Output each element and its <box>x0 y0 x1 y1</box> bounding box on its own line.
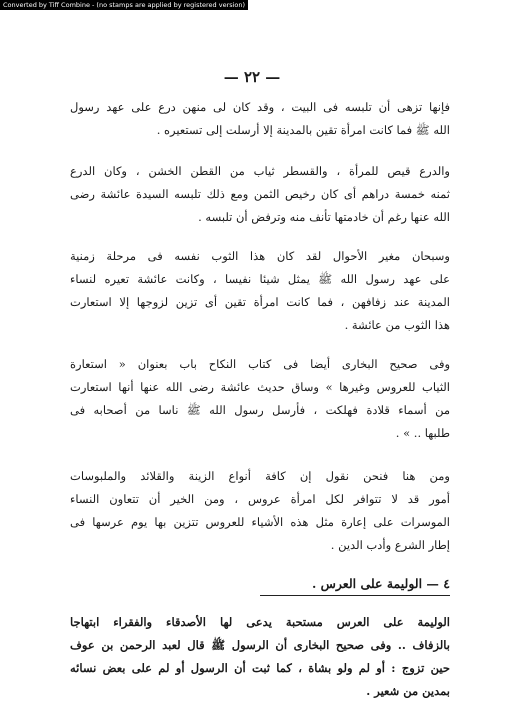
text-line: الله عنها رغم أن خادمتها تأنف منه وترفض أن تلبسه . <box>198 210 450 224</box>
text-line: الله ﷺ فما كانت امرأة تقين بالمدينة إلا أرسلت إلى تستعيره . <box>156 123 450 137</box>
text-line: بمدين من شعير . <box>366 684 450 698</box>
text-line: أمور قد لا تتوافر لكل امرأة عروس ، ومن الخير أن تتعاون النساء <box>70 492 450 506</box>
page-number: — ٢٢ — <box>223 68 281 86</box>
text-line: والدرع قيص للمرأة ، والقسطر ثياب من القطن الخشن ، وكان الدرع <box>70 164 450 178</box>
text-line: إطار الشرع وأدب الدين . <box>330 538 450 552</box>
paragraph-4 <box>70 353 450 445</box>
paragraph-3 <box>70 245 450 337</box>
text-line: فإنها تزهى أن تلبسه فى البيت ، وقد كان لى منهن درع على عهد رسول <box>70 100 450 114</box>
paragraph-2 <box>70 160 450 229</box>
page-body <box>70 96 450 723</box>
text-line: ثمنه خمسة دراهم أى كان رخيص الثمن ومع ذلك تلبسه السيدة عائشة رضى <box>70 187 450 201</box>
text-line: من أسماء قلادة فهلكت ، فأرسل رسول الله ﷺ ناسا من أصحابه فى <box>70 403 450 417</box>
text-line: الثياب للعروس وغيرها » وساق حديث عائشة رضى الله عنها أنها استعارت <box>70 380 450 394</box>
text-line: ومن هنا فنحن نقول إن كافة أنواع الزينة والقلائد والملبوسات <box>70 469 450 483</box>
text-line: المدينة عند زفافهن ، فما كانت امرأة تقين أى تزين لزوجها إلا استعارت <box>70 295 450 309</box>
section-heading-text: ٤ — الوليمة على العرس . <box>311 576 450 591</box>
paragraph-1 <box>70 96 450 142</box>
section-heading <box>70 571 450 597</box>
text-line: طلبها .. » . <box>395 426 450 440</box>
heading-underline <box>260 595 450 596</box>
text-line: الوليمة على العرس مستحبة يدعى لها الأصدقاء والفقراء ابتهاجا <box>70 615 450 629</box>
text-line: على عهد رسول الله ﷺ يمثل شيئا نفيسا ، وكانت عائشة تعيره لنساء <box>70 272 450 286</box>
text-line: بالزفاف .. وفى صحيح البخارى أن الرسول ﷺ قال لعبد الرحمن بن عوف <box>70 638 450 652</box>
text-line: هذا الثوب من عائشة . <box>344 318 450 332</box>
paragraph-5 <box>70 465 450 557</box>
text-line: الموسرات على إعارة مثل هذه الأشياء للعروس تتزين بها يوم عرسها فى <box>70 515 450 529</box>
text-line: حين تزوج : أو لم ولو بشاة ، كما ثبت أن الرسول أو لم على بعض نسائه <box>70 661 450 675</box>
text-line: وسبحان مغير الأحوال لقد كان هذا الثوب نفسه فى مرحلة زمنية <box>70 249 450 263</box>
conversion-banner: Converted by Tiff Combine - (no stamps are applied by registered version) <box>0 0 248 10</box>
text-line: وفى صحيح البخارى أيضا فى كتاب النكاح باب بعنوان « استعارة <box>70 357 450 371</box>
paragraph-6 <box>70 611 450 703</box>
